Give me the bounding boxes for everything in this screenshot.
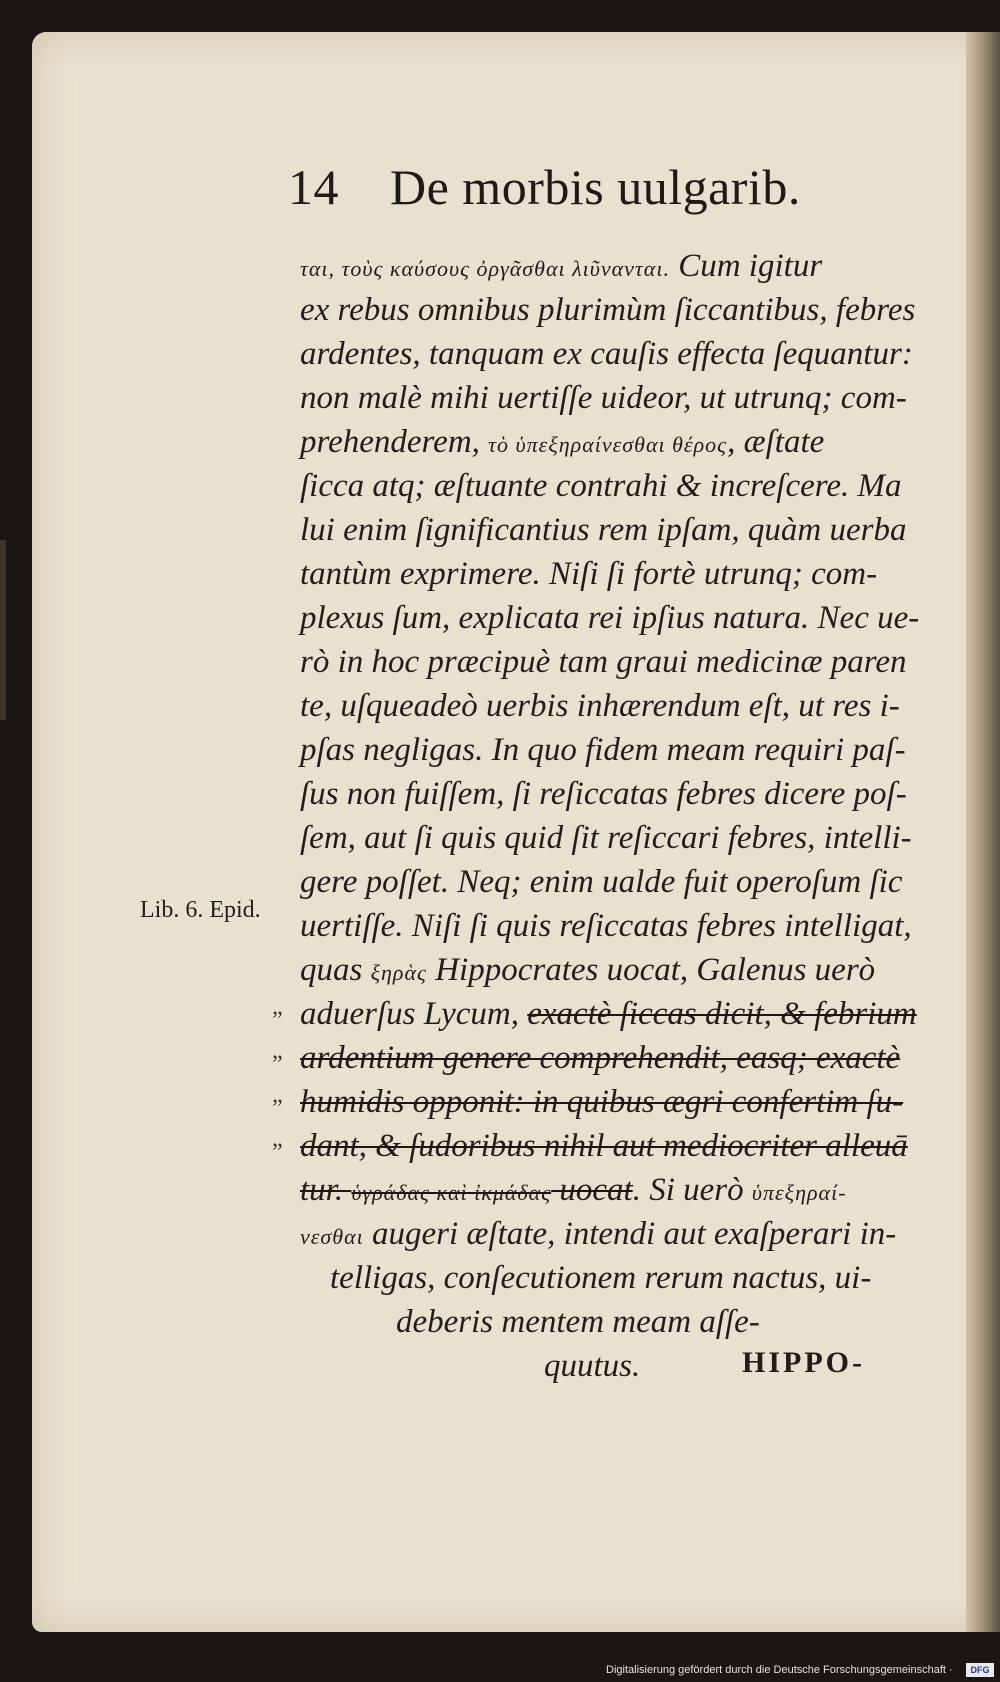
text-line (300, 994, 917, 1034)
text-segment: tantùm exprimere. Niſi ſi fortè utrunq; com- (300, 556, 878, 592)
text-line (300, 554, 877, 594)
text-segment: ſus non fuiſſem, ſi reſiccatas febres dicere poſ- (300, 776, 907, 812)
text-line (300, 1170, 847, 1213)
text-segment: augeri æſtate, intendi aut exaſperari in- (363, 1216, 897, 1252)
text-segment: non malè mihi uertiſſe uideor, ut utrunq; com- (300, 380, 907, 416)
binding-edge (0, 540, 6, 720)
text-segment: ex rebus omnibus plurimùm ſiccantibus, febres (300, 292, 916, 328)
text-line (330, 1258, 871, 1298)
text-line (300, 378, 907, 418)
margin-tick: „ (272, 1082, 283, 1108)
running-head (288, 158, 801, 228)
text-segment: quutus. (544, 1348, 641, 1384)
text-line (300, 598, 919, 638)
text-segment: . Si uerò (632, 1172, 752, 1208)
page-number: 14 (288, 159, 339, 215)
text-line (300, 422, 824, 465)
text-line (300, 466, 902, 506)
text-segment: uertiſſe. Niſi ſi quis reſiccatas febres intelligat, (300, 908, 912, 944)
greek-phrase: ὑπεξηραί- (751, 1180, 847, 1205)
margin-tick: „ (272, 1038, 283, 1064)
text-segment: aduerſus Lycum, (300, 996, 528, 1032)
text-segment: tur. (300, 1172, 352, 1208)
dfg-logo: DFG (966, 1663, 994, 1677)
text-segment: deberis mentem meam aſſe- (396, 1304, 760, 1340)
greek-phrase: ὑγράδας καὶ ἰκμάδας (351, 1180, 552, 1205)
text-line (300, 1126, 908, 1166)
text-segment: plexus ſum, explicata rei ipſius natura. Nec ue- (300, 600, 920, 636)
text-line (300, 1214, 896, 1257)
greek-phrase: νεσθαι (300, 1224, 364, 1249)
text-line (300, 730, 906, 770)
text-line (300, 334, 913, 374)
text-line (396, 1302, 760, 1342)
text-line (300, 774, 907, 814)
text-segment: ſicca atq; æſtuante contrahi & increſcere. Ma (300, 468, 902, 504)
text-segment: ardentes, tanquam ex cauſis effecta ſequantur: (300, 336, 913, 372)
text-line (300, 1038, 900, 1078)
text-segment: telligas, conſecutionem rerum nactus, ui- (330, 1260, 872, 1296)
greek-phrase: τὸ ὑπεξηραίνεσθαι θέρος (488, 432, 728, 457)
margin-tick: „ (272, 994, 283, 1020)
greek-phrase: ται, τοὺς καύσους ὀργᾶσθαι λιῦνανται. (300, 256, 670, 281)
text-line (300, 1082, 903, 1122)
text-segment: dant, & ſudoribus nihil aut mediocriter alleuā (300, 1128, 908, 1164)
text-line (300, 642, 906, 682)
text-segment: te, uſqueadeò uerbis inhærendum eſt, ut res i- (300, 688, 900, 724)
text-line (300, 950, 875, 993)
text-segment: , æſtate (727, 424, 825, 460)
margin-tick: „ (272, 1126, 283, 1152)
text-segment: uocat (551, 1172, 633, 1208)
text-line (300, 862, 902, 902)
digitization-credit: Digitalisierung gefördert durch die Deutsche Forschungsgemeinschaft · (606, 1664, 953, 1676)
text-line (300, 818, 912, 858)
text-line (300, 290, 915, 330)
catchword: HIPPO- (742, 1346, 865, 1379)
greek-phrase: ξηρὰς (370, 960, 427, 985)
margin-note: Lib. 6. Epid. (140, 897, 261, 923)
text-segment: quas (300, 952, 371, 988)
text-segment: lui enim ſignificantius rem ipſam, quàm uerba (300, 512, 907, 548)
text-segment: gere poſſet. Neq; enim ualde fuit operoſum ſic (300, 864, 903, 900)
page-edge (966, 32, 1000, 1632)
text-line (300, 510, 907, 550)
text-segment: pſas negligas. In quo fidem meam requiri paſ- (300, 732, 906, 768)
text-segment: ardentium genere comprehendit, easq; exactè (300, 1040, 901, 1076)
text-line (544, 1346, 640, 1386)
text-segment: rò in hoc præcipuè tam graui medicinæ paren (300, 644, 907, 680)
text-line (300, 686, 900, 726)
running-title: De morbis uulgarib. (390, 159, 801, 215)
text-segment: ſem, aut ſi quis quid ſit reſiccari febres, intelli- (300, 820, 912, 856)
text-line (300, 906, 912, 946)
text-segment: prehenderem, (300, 424, 489, 460)
text-segment: exactè ſiccas dicit, & febrium (527, 996, 917, 1032)
text-segment: humidis opponit: in quibus ægri confertim ſu- (300, 1084, 904, 1120)
text-line (300, 246, 822, 289)
text-segment: Cum igitur (669, 248, 823, 284)
text-segment: Hippocrates uocat, Galenus uerò (426, 952, 876, 988)
